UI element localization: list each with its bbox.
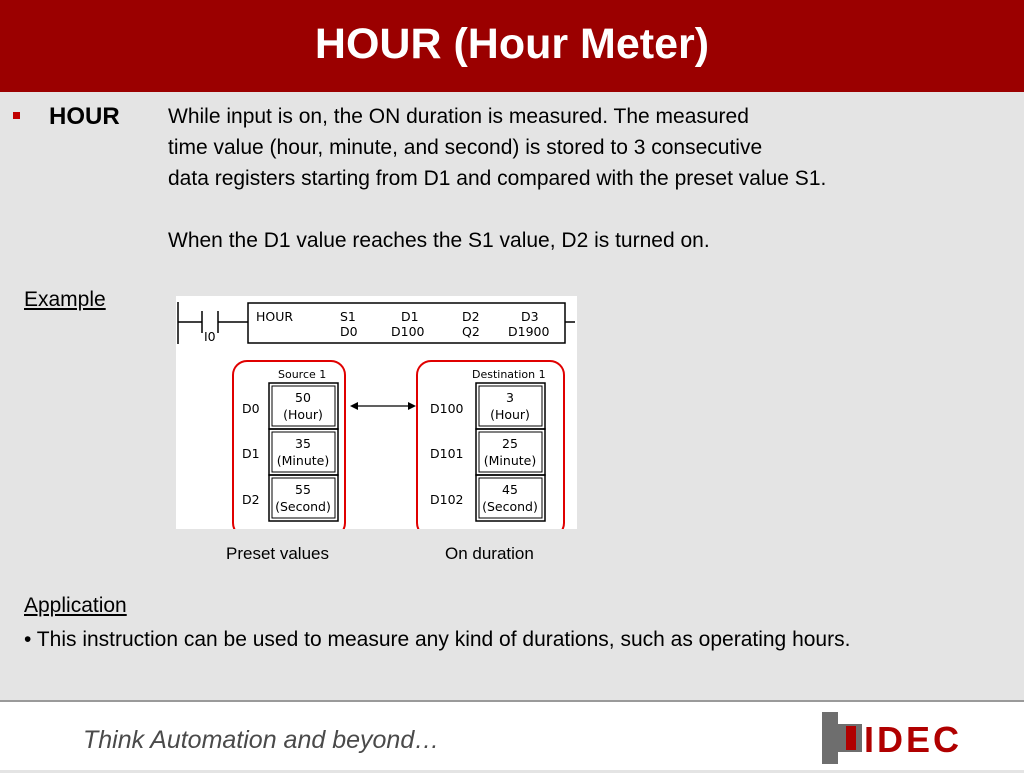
source-unit: (Second) (275, 499, 331, 514)
title-bar (0, 0, 1024, 92)
operand-value: D0 (340, 324, 358, 339)
destination-register: D101 (430, 446, 464, 461)
application-text: • This instruction can be used to measure any kind of durations, such as operating hours. (24, 628, 851, 651)
operand-header: D3 (521, 309, 539, 324)
source-unit: (Hour) (283, 407, 323, 422)
source-register: D0 (242, 401, 260, 416)
double-arrow-icon (350, 402, 416, 410)
example-heading: Example (24, 288, 106, 311)
description-line: time value (hour, minute, and second) is stored to 3 consecutive (168, 136, 763, 159)
destination-unit: (Minute) (483, 453, 537, 468)
description-line: data registers starting from D1 and compared with the preset value S1. (168, 167, 827, 190)
description-note: When the D1 value reaches the S1 value, D2 is turned on. (168, 229, 710, 252)
idec-logo (818, 708, 988, 773)
destination-value: 45 (502, 482, 518, 497)
source-value: 50 (295, 390, 311, 405)
logo-text: IDEC (864, 719, 963, 760)
duration-caption: On duration (445, 544, 534, 563)
footer (0, 700, 1024, 770)
operand-header: D2 (462, 309, 480, 324)
source-register: D1 (242, 446, 260, 461)
instruction-name: HOUR (256, 309, 294, 324)
destination-value: 3 (506, 390, 514, 405)
description-line: While input is on, the ON duration is measured. The measured (168, 105, 749, 128)
destination-title: Destination 1 (472, 368, 546, 381)
operand-value: D1900 (508, 324, 550, 339)
operand-value: Q2 (462, 324, 480, 339)
description (168, 101, 998, 256)
preset-caption: Preset values (226, 544, 329, 563)
destination-value: 25 (502, 436, 518, 451)
source-value: 35 (295, 436, 311, 451)
bullet-marker (13, 112, 20, 119)
slide-title: HOUR (Hour Meter) (314, 19, 710, 68)
ladder-diagram (176, 296, 577, 529)
input-label: I0 (204, 329, 216, 344)
source-register: D2 (242, 492, 260, 507)
term-label: HOUR (49, 103, 120, 130)
destination-register: D100 (430, 401, 464, 416)
destination-register: D102 (430, 492, 464, 507)
operand-header: S1 (340, 309, 356, 324)
application-heading: Application (24, 594, 127, 617)
destination-unit: (Hour) (490, 407, 530, 422)
source-title: Source 1 (278, 368, 327, 381)
operand-header: D1 (401, 309, 419, 324)
source-unit: (Minute) (276, 453, 330, 468)
operand-value: D100 (391, 324, 425, 339)
destination-unit: (Second) (482, 499, 538, 514)
source-value: 55 (295, 482, 311, 497)
tagline: Think Automation and beyond… (83, 726, 440, 754)
